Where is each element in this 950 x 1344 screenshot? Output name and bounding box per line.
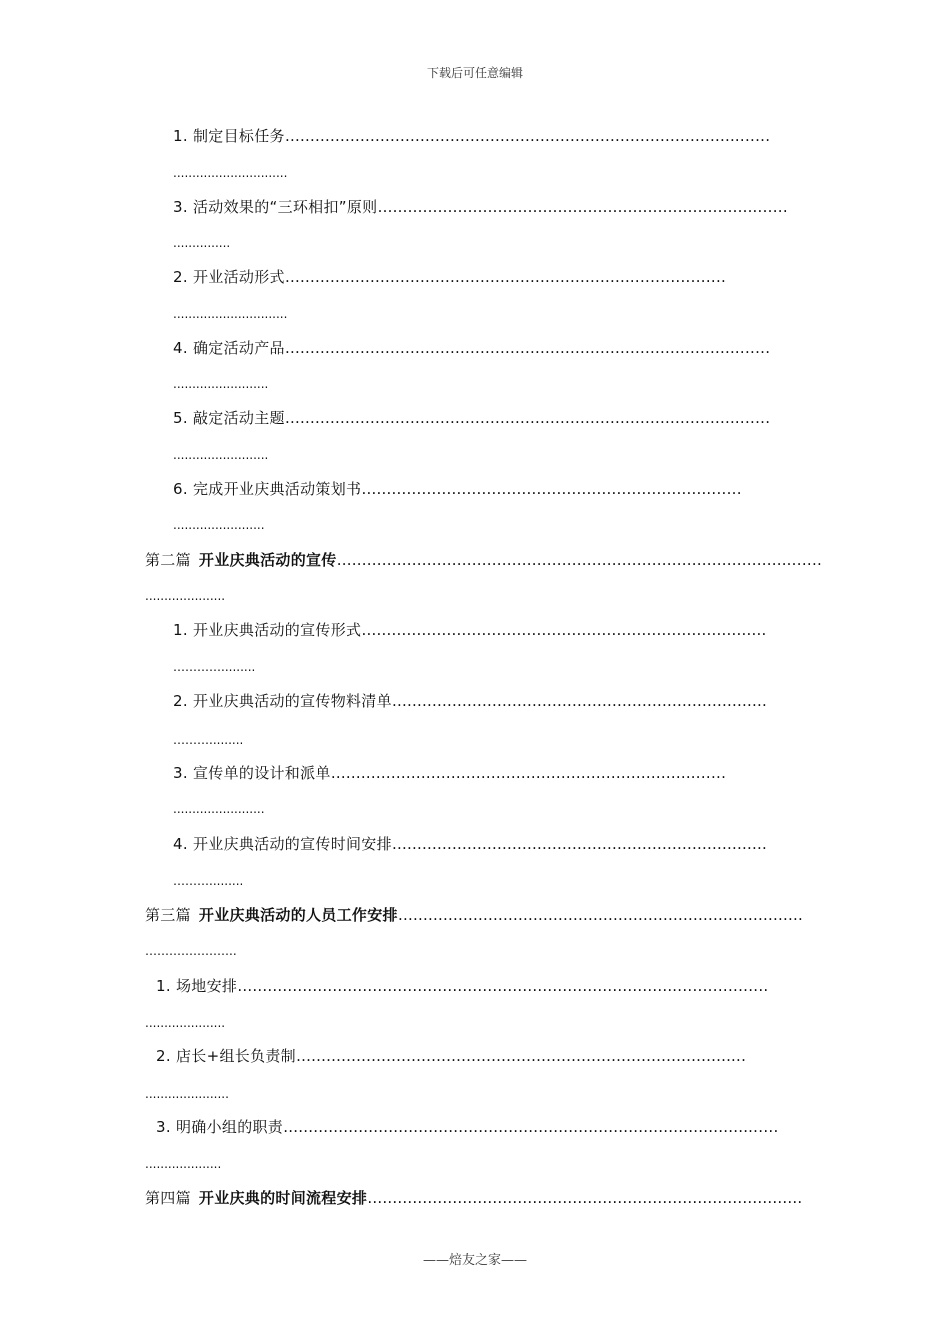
toc-entry-leader: ……………………………………………………………… (330, 764, 691, 782)
toc-entry[interactable] (173, 620, 813, 640)
toc-entry-leader-tail: ....... (786, 551, 823, 569)
toc-entry-leader: …………………………………………………………… (284, 268, 630, 286)
toc-entry[interactable] (173, 763, 813, 783)
toc-entry[interactable] (156, 1117, 813, 1137)
toc-entry-leader: ……………………………………………………………………………… (284, 339, 735, 357)
toc-entry-leader: ………………………………………………………………………………… (283, 1118, 749, 1136)
toc-entry-leader-tail: ................... (629, 268, 727, 286)
toc-entry[interactable] (173, 408, 813, 428)
toc-entry[interactable] (173, 126, 813, 146)
toc-chapter-number: 第四篇 (145, 1189, 191, 1207)
toc-chapter-number: 第三篇 (145, 906, 191, 924)
toc-entry-continuation: ..................... (145, 589, 226, 603)
toc-entry-leader-tail: ................... (672, 977, 769, 995)
toc-entry-title: 店长+组长负责制 (176, 1047, 296, 1065)
toc-entry[interactable] (173, 479, 813, 499)
toc-entry-number: 3. (156, 1118, 171, 1136)
toc-entry-continuation: ..................... (145, 1016, 226, 1030)
toc-entry-title: 开业活动形式 (193, 268, 285, 286)
toc-entry-leader: ……………………………………………………………………… (397, 906, 803, 924)
toc-entry-leader: …………………………………………………………………………… (367, 1189, 803, 1207)
toc-chapter-entry[interactable] (145, 1188, 813, 1208)
toc-entry-continuation: ......................... (173, 448, 269, 462)
toc-entry-leader-tail: ... (730, 1047, 747, 1065)
toc-chapter-entry[interactable] (145, 905, 813, 925)
toc-entry-leader: ………………………………………………………………… (377, 198, 753, 216)
toc-entry-title: 开业庆典活动的宣传时间安排 (193, 835, 392, 853)
toc-entry-leader: ……………………………………………………………………………… (284, 409, 735, 427)
toc-entry-number: 3. (173, 764, 188, 782)
toc-chapter-title: 开业庆典活动的宣传 (198, 551, 337, 569)
toc-entry-continuation: ........................ (173, 802, 265, 816)
toc-entry-continuation: ………......... (173, 874, 244, 888)
toc-entry[interactable] (173, 691, 813, 711)
toc-entry[interactable] (173, 267, 813, 287)
toc-entry-number: 2. (173, 268, 188, 286)
toc-entry-continuation: ...................... (145, 1087, 229, 1101)
toc-entry-leader-tail: ....... (706, 480, 742, 498)
toc-entry-leader: ……………………………………………………………………………… (284, 127, 735, 145)
toc-entry-leader-tail: ....... (752, 198, 788, 216)
toc-entry-leader-tail: ...... (748, 1118, 779, 1136)
toc-entry-continuation: .............................. (173, 166, 288, 180)
toc-chapter-title: 开业庆典活动的人员工作安排 (198, 906, 398, 924)
toc-entry-leader: …………………………………………………………………………… (295, 1047, 731, 1065)
toc-entry[interactable] (173, 834, 813, 854)
toc-entry[interactable] (173, 338, 813, 358)
toc-entry-number: 2. (173, 692, 188, 710)
toc-entry-leader: …………………………………………………………………………… (237, 977, 673, 995)
toc-entry-number: 1. (173, 621, 188, 639)
toc-entry-title: 宣传单的设计和派单 (193, 764, 331, 782)
toc-entry[interactable] (156, 1046, 813, 1066)
toc-entry-leader-tail: ....... (690, 764, 727, 782)
toc-entry-number: 3. (173, 198, 188, 216)
toc-entry[interactable] (173, 197, 813, 217)
toc-entry-leader-tail: ....... (734, 127, 771, 145)
toc-entry[interactable] (156, 976, 813, 996)
toc-entry-title: 确定活动产品 (193, 339, 285, 357)
toc-entry-number: 1. (173, 127, 188, 145)
toc-entry-title: 制定目标任务 (193, 127, 285, 145)
toc-chapter-entry[interactable] (145, 550, 823, 570)
toc-entry-continuation: ………......... (173, 733, 244, 747)
toc-entry-title: 完成开业庆典活动策划书 (193, 480, 362, 498)
toc-entry-leader: ……………………………………………………………………… (361, 621, 767, 639)
toc-entry-continuation: .............................. (173, 307, 288, 321)
toc-entry-number: 6. (173, 480, 188, 498)
toc-entry-number: 4. (173, 339, 188, 357)
toc-entry-title: 敲定活动主题 (193, 409, 285, 427)
toc-entry-number: 2. (156, 1047, 171, 1065)
toc-entry-leader: ……………………………………………………………………………… (336, 551, 787, 569)
toc-entry-continuation: ........................ (173, 518, 265, 532)
toc-entry-number: 4. (173, 835, 188, 853)
toc-entry-number: 1. (156, 977, 171, 995)
toc-entry-continuation: ………………….. (145, 944, 237, 958)
toc-entry-leader-tail: ....... (734, 339, 771, 357)
toc-entry-title: 开业庆典活动的宣传形式 (193, 621, 362, 639)
toc-entry-continuation: .................... (145, 1157, 222, 1171)
toc-entry-leader: …………………………………………………………… (361, 480, 707, 498)
toc-entry-leader: ………………………………………………………………… (391, 692, 767, 710)
toc-chapter-number: 第二篇 (145, 551, 191, 569)
toc-entry-continuation: …………......... (173, 660, 256, 674)
toc-entry-title: 场地安排 (176, 977, 238, 995)
toc-entry-leader: ………………………………………………………………… (391, 835, 767, 853)
page-header: 下载后可任意编辑 (426, 66, 523, 80)
toc-chapter-title: 开业庆典的时间流程安排 (198, 1189, 368, 1207)
toc-entry-title: 活动效果的“三环相扣”原则 (193, 198, 378, 216)
page-footer: ——焙友之家—— (422, 1253, 527, 1268)
toc-entry-continuation: ............... (173, 236, 231, 250)
toc-entry-continuation: ......................... (173, 377, 269, 391)
toc-entry-leader-tail: ....... (734, 409, 771, 427)
toc-entry-title: 明确小组的职责 (176, 1118, 284, 1136)
toc-entry-title: 开业庆典活动的宣传物料清单 (193, 692, 392, 710)
toc-entry-number: 5. (173, 409, 188, 427)
